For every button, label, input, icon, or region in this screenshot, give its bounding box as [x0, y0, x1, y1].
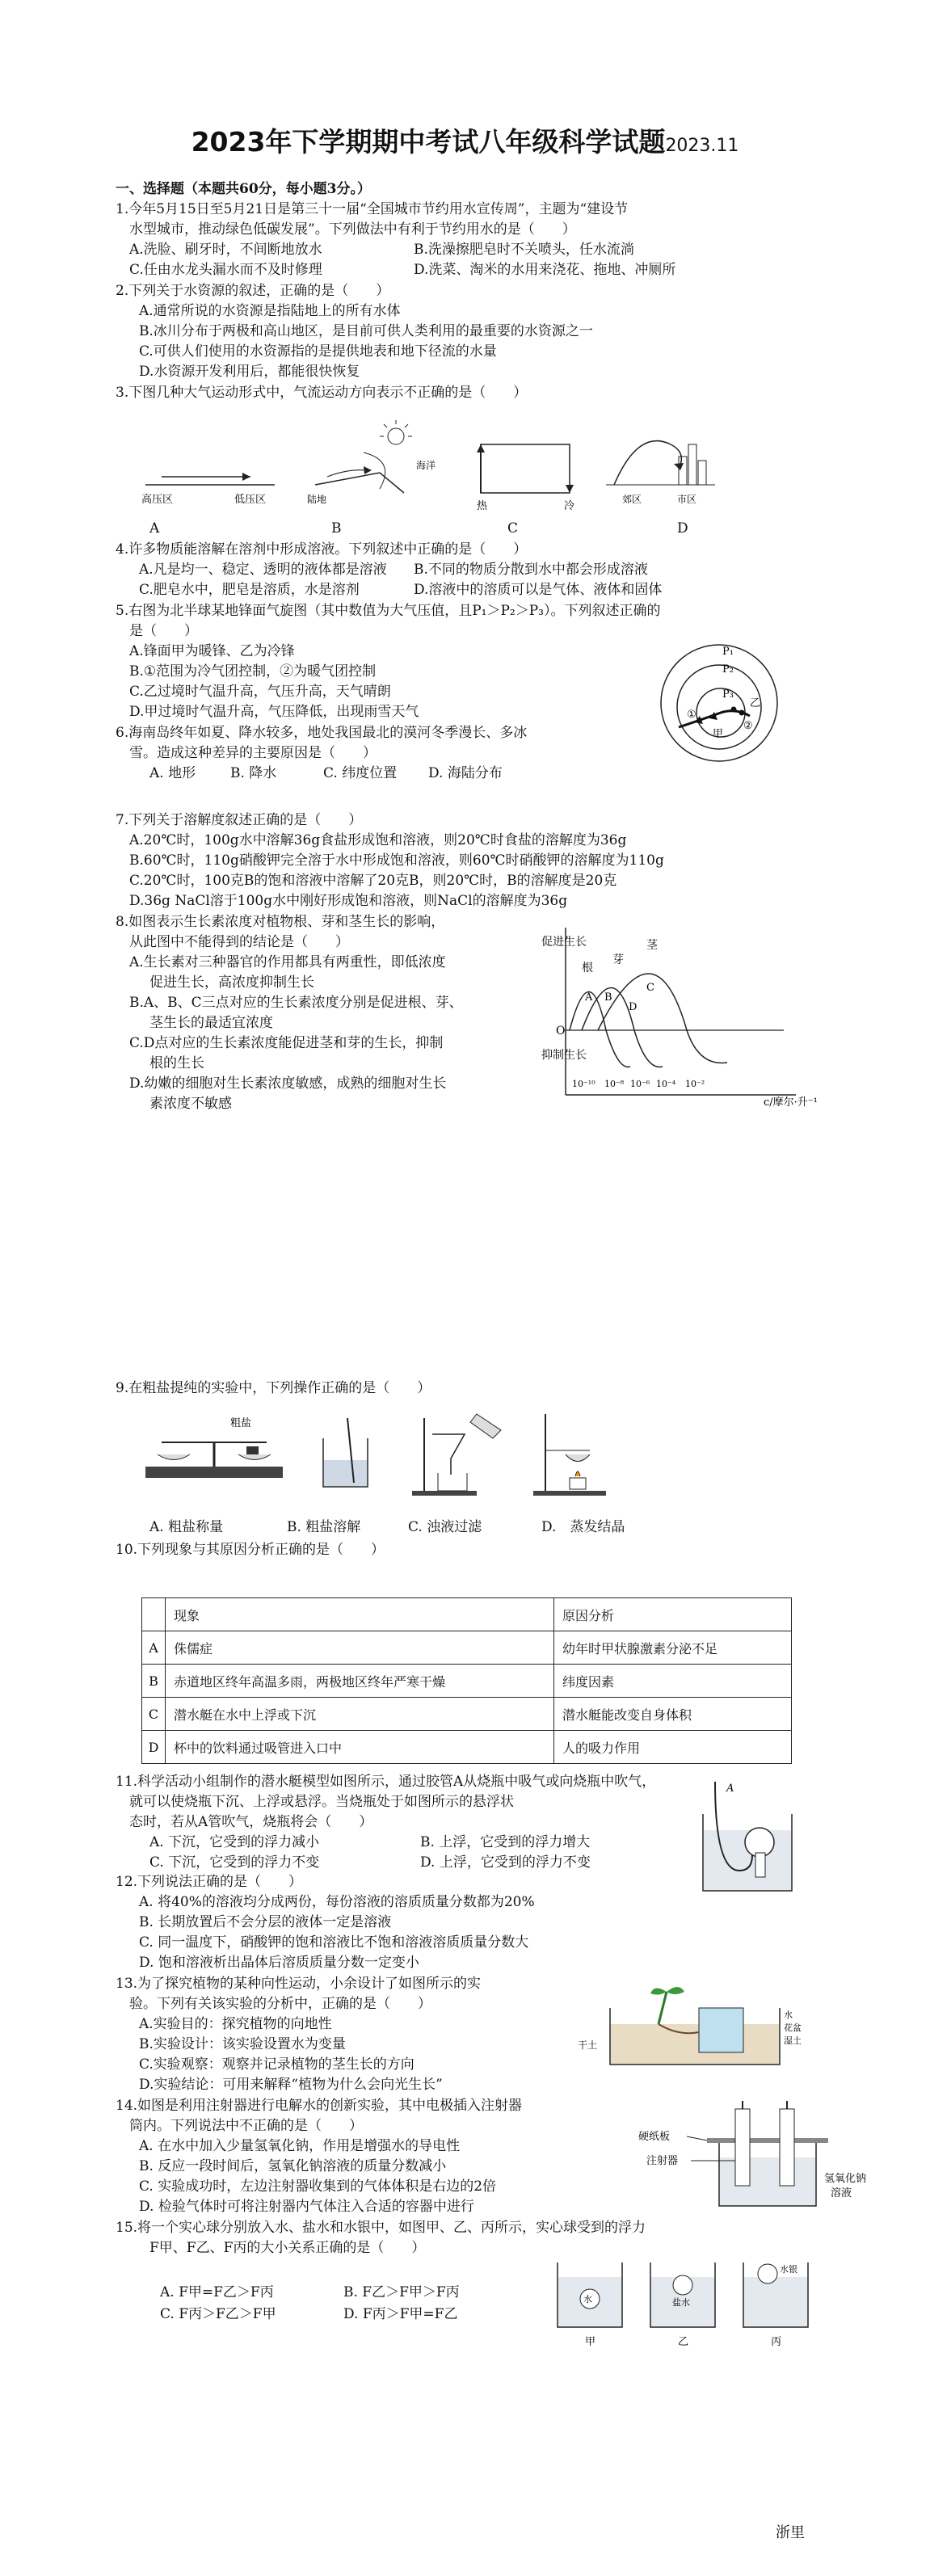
table-cell-phenomenon: 杯中的饮料通过吸管进入口中: [166, 1731, 554, 1764]
q8-option-c-cont: 根的生长: [149, 1055, 204, 1071]
q8-stem-cont: 从此图中不能得到的结论是（ ）: [129, 934, 349, 950]
q8-option-c: C.D点对应的生长素浓度能促进茎和芽的生长，抑制: [129, 1035, 444, 1051]
q1-option-c: C.任由水龙头漏水而不及时修理: [129, 262, 322, 278]
table-header-cause: 原因分析: [554, 1598, 792, 1631]
q12-option-b: B. 长期放置后不会分层的液体一定是溶液: [139, 1914, 392, 1930]
q8-point-c: C: [646, 982, 654, 994]
q9-figures: [137, 1410, 638, 1507]
table-row: [142, 1665, 792, 1698]
q9-salt-label: 粗盐: [230, 1417, 252, 1429]
table-row: [142, 1631, 792, 1665]
q8-point-d: D: [629, 1001, 638, 1013]
q12-option-c: C. 同一温度下，硝酸钾的饱和溶液比不饱和溶液溶质质量分数大: [139, 1934, 529, 1951]
q7-option-d: D.36g NaCl溶于100g水中刚好形成饱和溶液，则NaCl的溶解度为36g: [129, 893, 568, 909]
q8-tick-1: 10⁻⁸: [604, 1079, 625, 1089]
q12-option-d: D. 饱和溶液析出晶体后溶质质量分数一定变小: [139, 1955, 419, 1971]
q14-fig-solution-1: 氢氧化钠: [824, 2173, 867, 2185]
q5-label-p3: P₃: [722, 688, 734, 701]
q7-stem: 7.下列关于溶解度叙述正确的是（ ）: [116, 812, 363, 828]
q8-option-d: D.幼嫩的细胞对生长素浓度敏感，成熟的细胞对生长: [129, 1075, 447, 1092]
q12-option-a: A. 将40%的溶液均分成两份，每份溶液的溶质质量分数都为20%: [139, 1894, 535, 1910]
table-header-row: [142, 1598, 792, 1631]
section-heading: 一、选择题（本题共60分，每小题3分。）: [116, 181, 371, 197]
q8-point-b: B: [604, 991, 612, 1004]
q5-option-a: A.锋面甲为暖锋、乙为冷锋: [129, 643, 295, 659]
q8-curve-root: 根: [582, 962, 593, 974]
q8-point-a: A: [585, 991, 593, 1004]
q5-label-jia: 甲: [713, 728, 724, 740]
table-cell-key: B: [142, 1665, 166, 1698]
q15-option-d: D. F丙＞F甲=F乙: [343, 2306, 458, 2322]
q12-stem: 12.下列说法正确的是（ ）: [116, 1874, 303, 1890]
q13-option-c: C.实验观察：观察并记录植物的茎生长的方向: [139, 2056, 415, 2073]
q8-tick-4: 10⁻²: [685, 1079, 705, 1089]
q15-stem-cont: F甲、F乙、F丙的大小关系正确的是（ ）: [149, 2240, 426, 2256]
q11-option-b: B. 上浮，它受到的浮力增大: [420, 1834, 591, 1850]
q6-stem: 6.海南岛终年如夏、降水较多，地处我国最北的漠河冬季漫长、多冰: [116, 725, 528, 741]
q3-label-high: 高压区: [141, 494, 174, 506]
q13-stem-cont: 验。下列有关该实验的分析中，正确的是（ ）: [129, 1996, 431, 2012]
q3-label-suburb: 郊区: [622, 494, 642, 505]
q11-fig-label: A: [726, 1783, 734, 1795]
q5-label-p2: P₂: [722, 663, 734, 676]
q13-option-a: A.实验目的：探究植物的向地性: [139, 2016, 332, 2032]
q15-option-c: C. F丙＞F乙＞F甲: [160, 2306, 276, 2322]
q13-option-b: B.实验设计：该实验设置水为变量: [139, 2036, 346, 2052]
q2-option-b: B.冰川分布于两极和高山地区，是目前可供人类利用的最重要的水资源之一: [139, 323, 593, 339]
q10-stem: 10.下列现象与其原因分析正确的是（ ）: [116, 1542, 385, 1558]
q6-option-b: B. 降水: [230, 765, 277, 781]
q15-fig-jia: 甲: [585, 2336, 596, 2348]
q8-stem: 8.如图表示生长素浓度对植物根、芽和茎生长的影响，: [116, 914, 445, 930]
q11-option-a: A. 下沉，它受到的浮力减小: [149, 1834, 320, 1850]
table-cell-cause: 潜水艇能改变自身体积: [554, 1698, 792, 1731]
q15-fig-water: 水: [583, 2294, 592, 2305]
table-cell-cause: 人的吸力作用: [554, 1731, 792, 1764]
q5-label-n2: ②: [743, 720, 753, 732]
q5-option-c: C.乙过境时气温升高，气压升高，天气晴朗: [129, 684, 391, 700]
q1-option-d: D.洗菜、淘米的水用来浇花、拖地、冲厕所: [414, 262, 676, 278]
table-row: [142, 1698, 792, 1731]
q14-fig-solution-2: 溶液: [831, 2187, 852, 2199]
q11-submarine-figure: [699, 1782, 796, 1895]
q8-origin: O: [556, 1025, 566, 1038]
q2-option-d: D.水资源开发利用后，都能很快恢复: [139, 364, 360, 380]
q2-option-c: C.可供人们使用的水资源指的是提供地表和地下径流的水量: [139, 343, 497, 360]
q1-stem-cont: 水型城市，推动绿色低碳发展”。下列做法中有利于节约用水的是（ ）: [129, 221, 576, 238]
q3-option-a: A: [149, 520, 160, 537]
q8-option-b: B.A、B、C三点对应的生长素浓度分别是促进根、芽、: [129, 995, 463, 1011]
q15-stem: 15.将一个实心球分别放入水、盐水和水银中，如图甲、乙、丙所示，实心球受到的浮力: [116, 2220, 646, 2236]
q6-option-a: A. 地形: [149, 765, 196, 781]
q15-option-a: A. F甲=F乙＞F丙: [160, 2284, 274, 2300]
q14-option-d: D. 检验气体时可将注射器内气体注入合适的容器中进行: [139, 2199, 474, 2215]
q5-label-yi: 乙: [750, 697, 761, 709]
q13-fig-water: 水: [784, 2010, 793, 2020]
q8-curve-stem: 茎: [646, 939, 658, 952]
q3-option-c: C: [507, 520, 519, 537]
q14-stem: 14.如图是利用注射器进行电解水的创新实验，其中电极插入注射器: [116, 2098, 523, 2114]
q3-option-d: D: [677, 520, 688, 537]
table-row: [142, 1731, 792, 1764]
q14-fig-plate: 硬纸板: [638, 2131, 671, 2143]
q3-label-cold: 冷: [564, 500, 575, 512]
q8-option-a-cont: 促进生长，高浓度抑制生长: [149, 974, 314, 991]
q5-cyclone-figure: [654, 638, 784, 768]
q7-option-c: C.20℃时，100克B的饱和溶液中溶解了20克B，则20℃时，B的溶解度是20克: [129, 873, 617, 889]
q3-label-hot: 热: [477, 500, 488, 512]
q10-table: [141, 1597, 792, 1764]
q11-option-d: D. 上浮，它受到的浮力不变: [420, 1854, 591, 1871]
table-cell-key: A: [142, 1631, 166, 1665]
q14-option-a: A. 在水中加入少量氢氧化钠，作用是增强水的导电性: [139, 2138, 461, 2154]
q3-label-city: 市区: [677, 494, 697, 505]
q8-option-a: A.生长素对三种器官的作用都具有两重性，即低浓度: [129, 954, 446, 970]
q4-option-d: D.溶液中的溶质可以是气体、液体和固体: [414, 582, 663, 598]
footer-mark: 浙里: [776, 2524, 805, 2541]
q14-fig-syringe: 注射器: [646, 2155, 679, 2167]
q8-ylabel-top: 促进生长: [541, 936, 587, 949]
q3-option-b: B: [331, 520, 342, 537]
q4-option-b: B.不同的物质分散到水中都会形成溶液: [414, 562, 648, 578]
q14-option-b: B. 反应一段时间后，氢氧化钠溶液的质量分数减小: [139, 2158, 447, 2174]
q9-option-b: B. 粗盐溶解: [287, 1519, 361, 1535]
q8-option-d-cont: 素浓度不敏感: [149, 1096, 232, 1112]
q15-beakers-figure: [549, 2254, 816, 2359]
q4-option-c: C.肥皂水中，肥皂是溶质，水是溶剂: [139, 582, 360, 598]
table-cell: [142, 1598, 166, 1631]
exam-date: 2023.11: [665, 136, 739, 156]
q14-electrolysis-figure: [638, 2101, 873, 2214]
q11-option-c: C. 下沉，它受到的浮力不变: [149, 1854, 320, 1871]
q11-stem-cont: 就可以使烧瓶下沉、上浮或悬浮。当烧瓶处于如图所示的悬浮状: [129, 1794, 514, 1810]
q13-fig-dry: 干土: [578, 2039, 598, 2051]
q6-option-c: C. 纬度位置: [323, 765, 398, 781]
q4-option-a: A.凡是均一、稳定、透明的液体都是溶液: [139, 562, 387, 578]
q4-stem: 4.许多物质能溶解在溶剂中形成溶液。下列叙述中正确的是（ ）: [116, 541, 528, 558]
q6-stem-cont: 雪。造成这种差异的主要原因是（ ）: [129, 745, 377, 761]
q8-auxin-graph: [533, 921, 856, 1107]
q3-label-land: 陆地: [307, 494, 327, 505]
q15-fig-brine: 盐水: [672, 2297, 690, 2308]
q1-option-a: A.洗脸、刷牙时，不间断地放水: [129, 242, 322, 258]
q1-stem: 1.今年5月15日至5月21日是第三十一届“全国城市节约用水宣传周”，主题为“建设节: [116, 201, 629, 217]
table-cell-key: D: [142, 1731, 166, 1764]
q14-option-c: C. 实验成功时，左边注射器收集到的气体体积是右边的2倍: [139, 2178, 497, 2195]
q8-tick-3: 10⁻⁴: [656, 1079, 676, 1089]
q9-option-d: D. 蒸发结晶: [541, 1519, 625, 1535]
q5-option-d: D.甲过境时气温升高，气压降低，出现雨雪天气: [129, 704, 419, 720]
q8-curve-bud: 芽: [612, 953, 624, 966]
q8-tick-0: 10⁻¹⁰: [572, 1079, 595, 1089]
table-cell-phenomenon: 赤道地区终年高温多雨，两极地区终年严寒干燥: [166, 1665, 554, 1698]
q13-fig-pot: 花盆: [784, 2022, 802, 2033]
table-cell-key: C: [142, 1698, 166, 1731]
q7-option-b: B.60℃时，110g硝酸钾完全溶于水中形成饱和溶液，则60℃时硝酸钾的溶解度为110g: [129, 852, 664, 869]
q5-stem-cont: 是（ ）: [129, 623, 198, 639]
q9-stem: 9.在粗盐提纯的实验中，下列操作正确的是（ ）: [116, 1380, 431, 1396]
q9-option-c: C. 浊液过滤: [408, 1519, 482, 1535]
table-header-phenomenon: 现象: [166, 1598, 554, 1631]
q8-ylabel-bottom: 抑制生长: [541, 1049, 587, 1062]
q13-fig-soil: 湿土: [784, 2035, 802, 2046]
q3-stem: 3.下图几种大气运动形式中，气流运动方向表示不正确的是（ ）: [116, 385, 528, 401]
q5-label-n1: ①: [687, 709, 696, 721]
q13-stem: 13.为了探究植物的某种向性运动，小余设计了如图所示的实: [116, 1976, 482, 1992]
q5-stem: 5.右图为北半球某地锋面气旋图（其中数值为大气压值，且P₁＞P₂＞P₃）。下列叙述正确的: [116, 603, 661, 619]
q8-tick-2: 10⁻⁶: [630, 1079, 650, 1089]
q14-stem-cont: 筒内。下列说法中不正确的是（ ）: [129, 2118, 363, 2134]
q15-fig-mercury: 水银: [780, 2264, 797, 2275]
table-cell-cause: 幼年时甲状腺激素分泌不足: [554, 1631, 792, 1665]
q8-xlabel: c/摩尔·升⁻¹: [764, 1096, 818, 1107]
table-cell-phenomenon: 侏儒症: [166, 1631, 554, 1665]
q15-fig-yi: 乙: [678, 2336, 689, 2348]
q8-option-b-cont: 茎生长的最适宜浓度: [149, 1015, 273, 1031]
q9-option-a: A. 粗盐称量: [149, 1519, 224, 1535]
q6-option-d: D. 海陆分布: [428, 765, 503, 781]
q1-option-b: B.洗澡擦肥皂时不关喷头，任水流淌: [414, 242, 634, 258]
q7-option-a: A.20℃时，100g水中溶解36g食盐形成饱和溶液，则20℃时食盐的溶解度为36g: [129, 832, 627, 848]
q3-label-sea: 海洋: [416, 460, 436, 471]
q5-label-p1: P₁: [722, 646, 734, 658]
q8-tick-labels: [572, 1079, 705, 1089]
page-title: 2023年下学期期中考试八年级科学试题2023.11: [191, 126, 739, 158]
q15-fig-bing: 丙: [771, 2336, 782, 2348]
q13-option-d: D.实验结论：可用来解释“植物为什么会向光生长”: [139, 2077, 443, 2093]
q2-stem: 2.下列关于水资源的叙述，正确的是（ ）: [116, 283, 390, 299]
q5-option-b: B.①范围为冷气团控制，②为暖气团控制: [129, 663, 377, 680]
q15-option-b: B. F乙＞F甲＞F丙: [343, 2284, 460, 2300]
q11-stem-cont2: 态时，若从A管吹气，烧瓶将会（ ）: [129, 1814, 373, 1830]
q11-stem: 11.科学活动小组制作的潜水艇模型如图所示，通过胶管A从烧瓶中吸气或向烧瓶中吹气，: [116, 1774, 656, 1790]
q3-label-low: 低压区: [234, 494, 267, 506]
q13-plant-figure: [578, 1976, 820, 2073]
table-cell-cause: 纬度因素: [554, 1665, 792, 1698]
q2-option-a: A.通常所说的水资源是指陆地上的所有水体: [139, 303, 401, 319]
q3-figures: [137, 412, 751, 517]
table-cell-phenomenon: 潜水艇在水中上浮或下沉: [166, 1698, 554, 1731]
